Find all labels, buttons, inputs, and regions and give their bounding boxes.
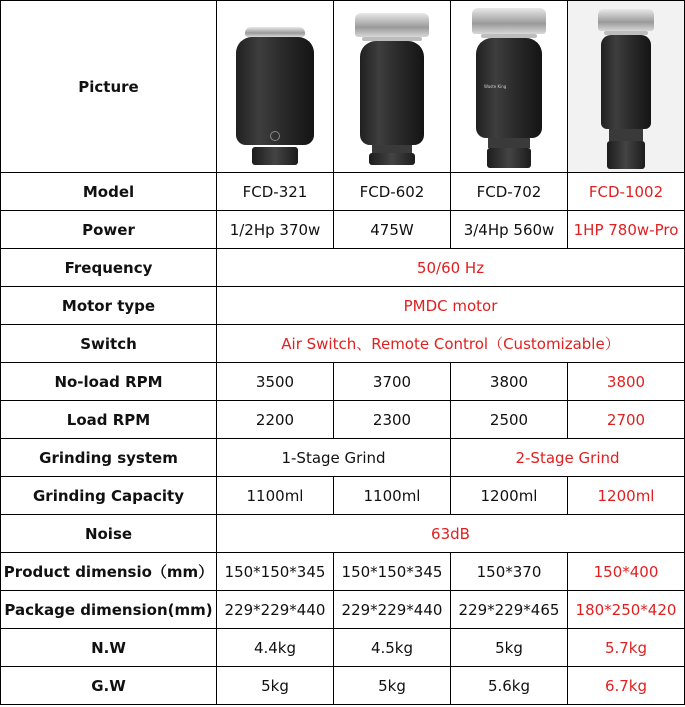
row-label-net-weight: N.W <box>1 629 217 667</box>
disposer-fcd-321-image <box>235 27 315 165</box>
cell-model-fcd-321: FCD-321 <box>217 173 334 211</box>
row-load-rpm <box>1 401 685 439</box>
cell-load-rpm-fcd-602: 2300 <box>334 401 451 439</box>
row-switch <box>1 325 685 363</box>
cell-product-dimension-fcd-602: 150*150*345 <box>334 553 451 591</box>
cell-load-rpm-fcd-321: 2200 <box>217 401 334 439</box>
picture-cell-fcd-1002 <box>568 1 685 173</box>
cell-no-load-rpm-fcd-602: 3700 <box>334 363 451 401</box>
row-label-frequency: Frequency <box>1 249 217 287</box>
row-label-no-load-rpm: No-load RPM <box>1 363 217 401</box>
cell-power-fcd-602: 475W <box>334 211 451 249</box>
row-model <box>1 173 685 211</box>
cell-grinding-capacity-fcd-1002: 1200ml <box>568 477 685 515</box>
cell-grinding-system-2-stage: 2-Stage Grind <box>451 439 685 477</box>
row-motor-type <box>1 287 685 325</box>
cell-load-rpm-fcd-702: 2500 <box>451 401 568 439</box>
cell-net-weight-fcd-1002: 5.7kg <box>568 629 685 667</box>
cell-product-dimension-fcd-321: 150*150*345 <box>217 553 334 591</box>
row-label-gross-weight: G.W <box>1 667 217 705</box>
row-net-weight <box>1 629 685 667</box>
row-label-load-rpm: Load RPM <box>1 401 217 439</box>
picture-cell-fcd-321 <box>217 1 334 173</box>
cell-package-dimension-fcd-602: 229*229*440 <box>334 591 451 629</box>
cell-model-fcd-702: FCD-702 <box>451 173 568 211</box>
row-label-product-dimension: Product dimensio（mm） <box>1 553 217 591</box>
cell-net-weight-fcd-602: 4.5kg <box>334 629 451 667</box>
cell-package-dimension-fcd-702: 229*229*465 <box>451 591 568 629</box>
cell-net-weight-fcd-321: 4.4kg <box>217 629 334 667</box>
cell-gross-weight-fcd-602: 5kg <box>334 667 451 705</box>
cell-grinding-capacity-fcd-702: 1200ml <box>451 477 568 515</box>
row-power <box>1 211 685 249</box>
cell-power-fcd-1002: 1HP 780w-Pro <box>568 211 685 249</box>
cell-gross-weight-fcd-1002: 6.7kg <box>568 667 685 705</box>
disposer-fcd-1002-image <box>586 9 666 169</box>
cell-motor-type-all: PMDC motor <box>217 287 685 325</box>
disposer-fcd-702-image: Waste King <box>469 8 549 168</box>
row-package-dimension <box>1 591 685 629</box>
row-noise <box>1 515 685 553</box>
cell-package-dimension-fcd-321: 229*229*440 <box>217 591 334 629</box>
cell-product-dimension-fcd-702: 150*370 <box>451 553 568 591</box>
row-label-package-dimension: Package dimension(mm) <box>1 591 217 629</box>
cell-net-weight-fcd-702: 5kg <box>451 629 568 667</box>
cell-noise-all: 63dB <box>217 515 685 553</box>
row-product-dimension <box>1 553 685 591</box>
row-grinding-capacity <box>1 477 685 515</box>
cell-product-dimension-fcd-1002: 150*400 <box>568 553 685 591</box>
cell-frequency-all: 50/60 Hz <box>217 249 685 287</box>
cell-grinding-system-1-stage: 1-Stage Grind <box>217 439 451 477</box>
cell-grinding-capacity-fcd-321: 1100ml <box>217 477 334 515</box>
cell-package-dimension-fcd-1002: 180*250*420 <box>568 591 685 629</box>
row-label-power: Power <box>1 211 217 249</box>
row-label-motor-type: Motor type <box>1 287 217 325</box>
cell-no-load-rpm-fcd-702: 3800 <box>451 363 568 401</box>
cell-model-fcd-602: FCD-602 <box>334 173 451 211</box>
cell-model-fcd-1002: FCD-1002 <box>568 173 685 211</box>
picture-cell-fcd-702 <box>451 1 568 173</box>
picture-cell-fcd-602 <box>334 1 451 173</box>
cell-gross-weight-fcd-321: 5kg <box>217 667 334 705</box>
row-label-grinding-capacity: Grinding Capacity <box>1 477 217 515</box>
cell-switch-all: Air Switch、Remote Control（Customizable） <box>217 325 685 363</box>
row-gross-weight <box>1 667 685 705</box>
cell-gross-weight-fcd-702: 5.6kg <box>451 667 568 705</box>
cell-power-fcd-702: 3/4Hp 560w <box>451 211 568 249</box>
row-label-picture: Picture <box>1 1 217 173</box>
picture-row <box>1 1 685 173</box>
cell-power-fcd-321: 1/2Hp 370w <box>217 211 334 249</box>
cell-no-load-rpm-fcd-321: 3500 <box>217 363 334 401</box>
cell-load-rpm-fcd-1002: 2700 <box>568 401 685 439</box>
row-label-model: Model <box>1 173 217 211</box>
row-frequency <box>1 249 685 287</box>
row-no-load-rpm <box>1 363 685 401</box>
row-label-noise: Noise <box>1 515 217 553</box>
row-grinding-system <box>1 439 685 477</box>
cell-no-load-rpm-fcd-1002: 3800 <box>568 363 685 401</box>
row-label-grinding-system: Grinding system <box>1 439 217 477</box>
row-label-switch: Switch <box>1 325 217 363</box>
cell-grinding-capacity-fcd-602: 1100ml <box>334 477 451 515</box>
disposer-fcd-602-image <box>352 13 432 165</box>
